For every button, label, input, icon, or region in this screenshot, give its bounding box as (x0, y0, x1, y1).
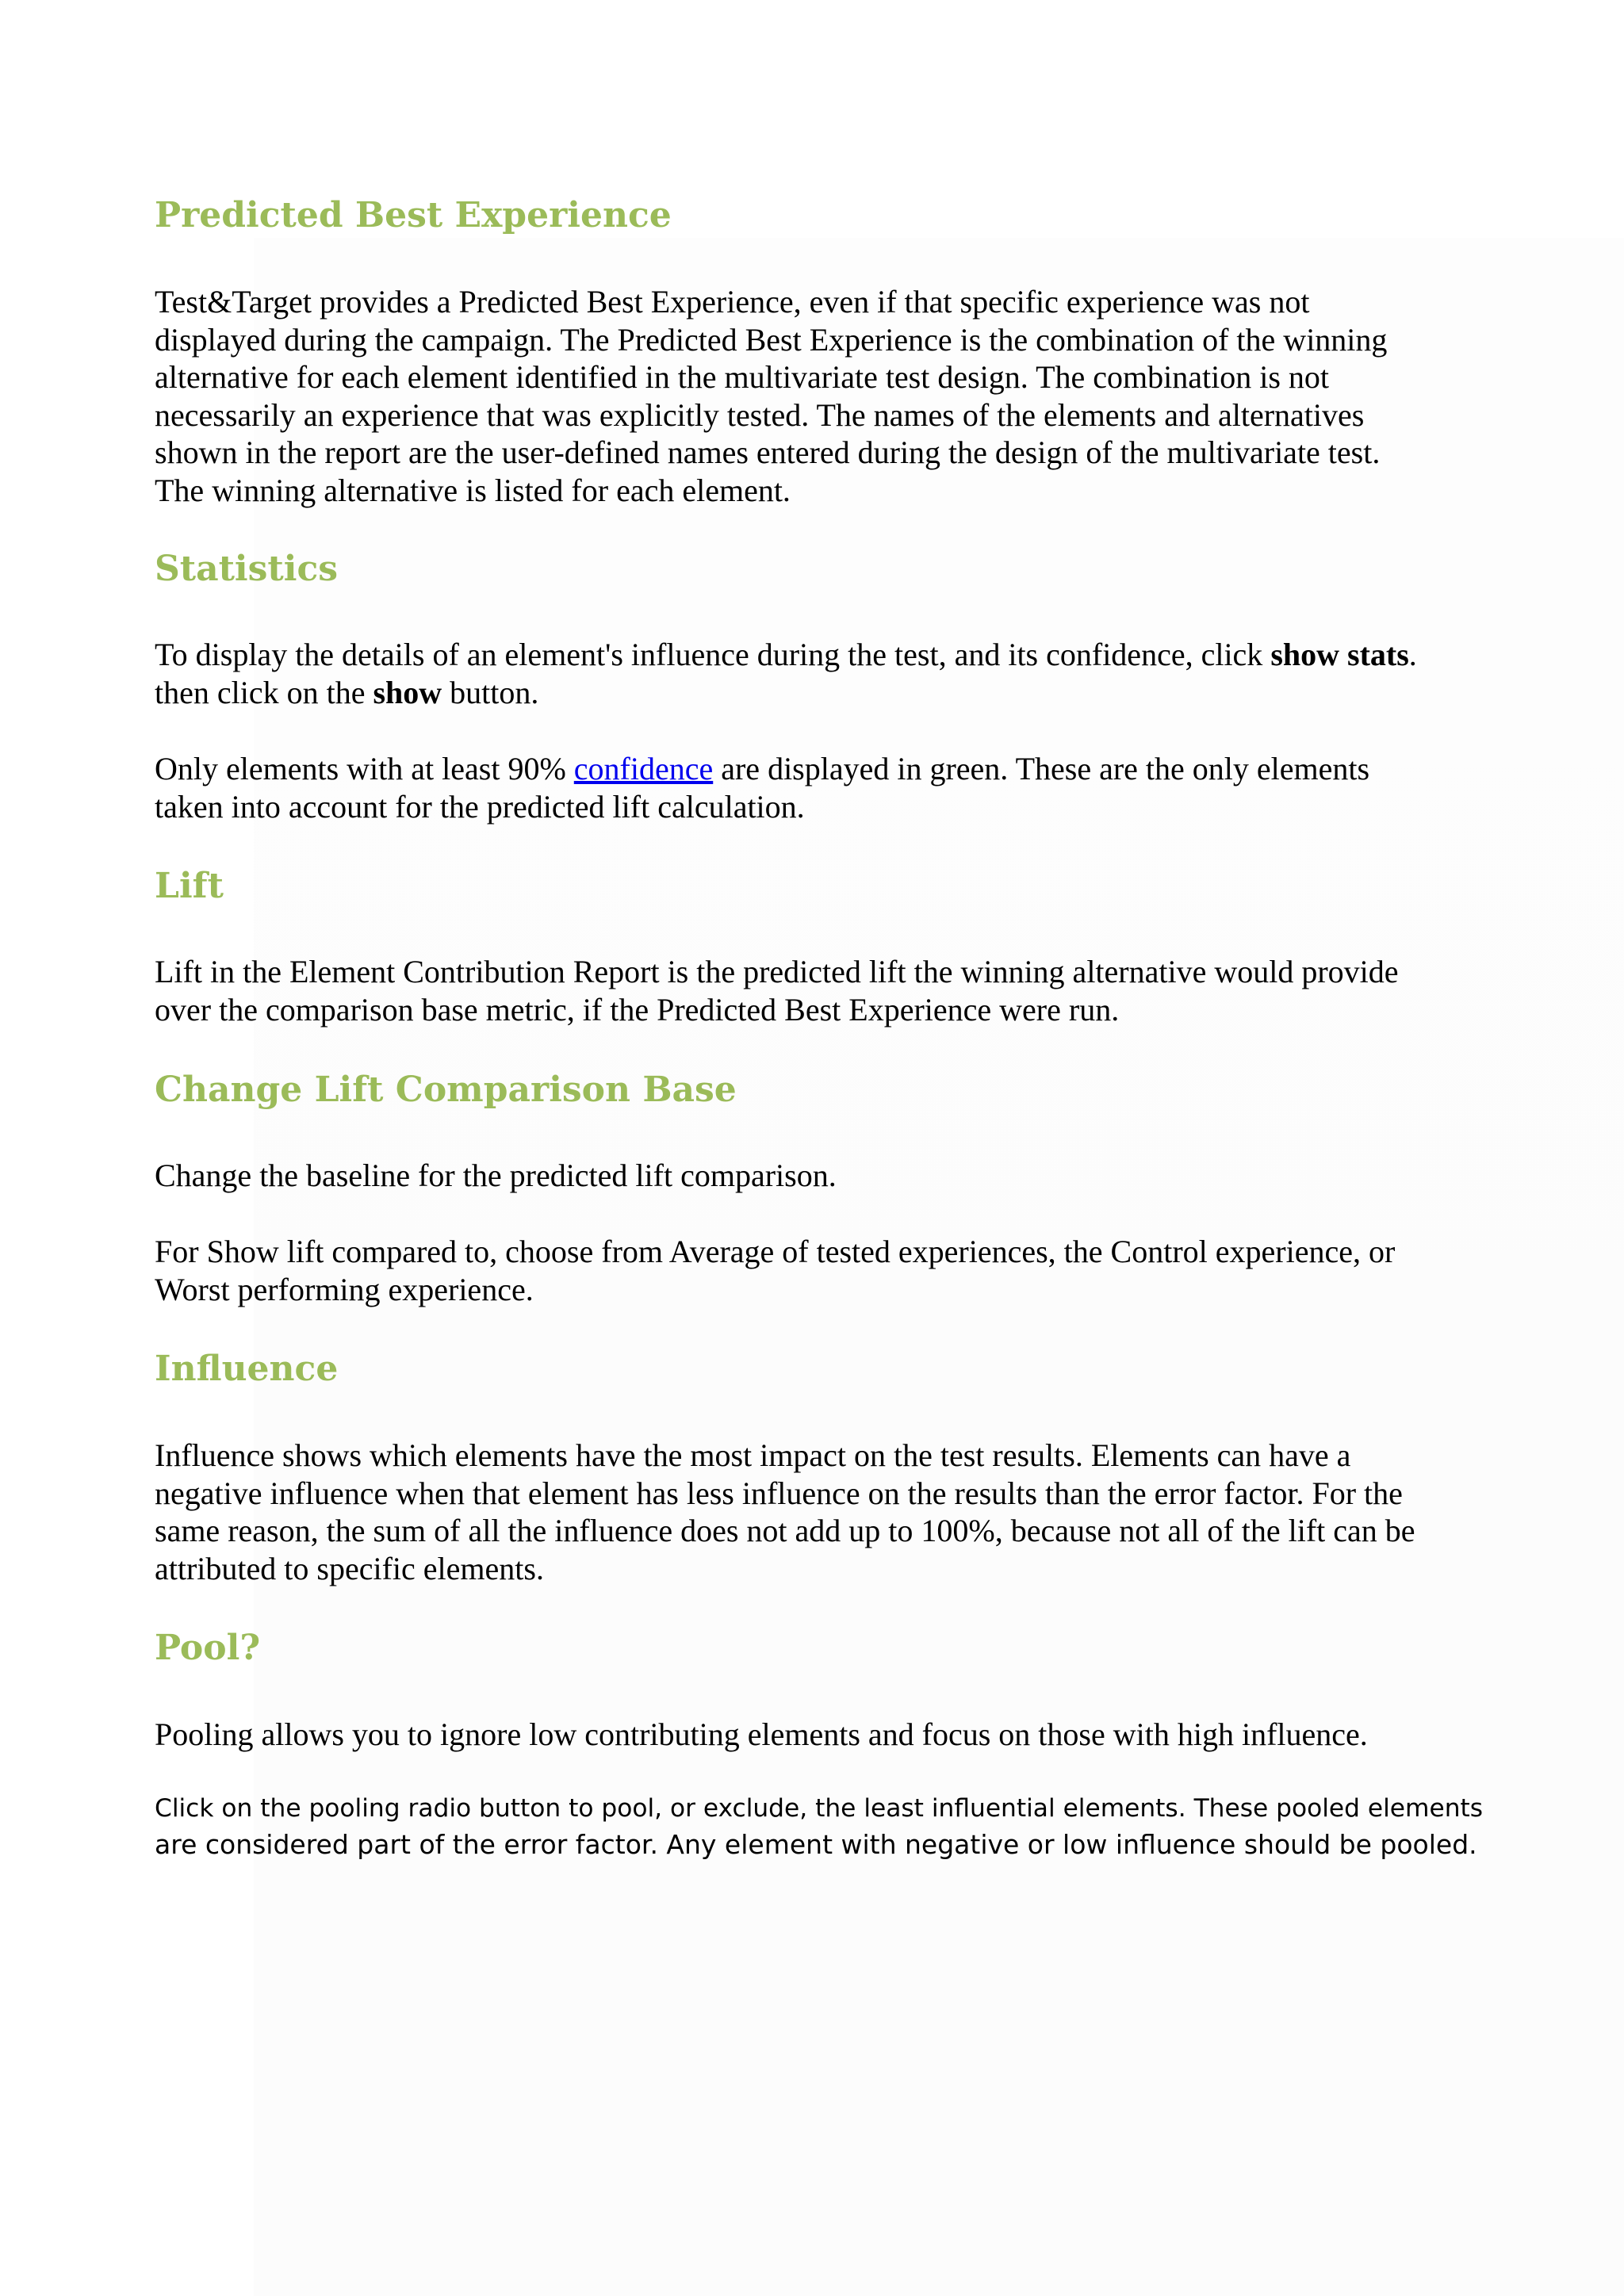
text-span: . (1408, 637, 1417, 672)
text-line (155, 674, 1487, 712)
text-line: same reason, the sum of all the influence does not add up to 100%, because not all of the lift can be (155, 1513, 1415, 1548)
paragraph-confidence (155, 750, 1487, 825)
text-span: are displayed in green. These are the only elements (713, 751, 1370, 786)
paragraph-pooling (155, 1716, 1487, 1754)
heading-change-lift-comparison-base: Change Lift Comparison Base (155, 1070, 737, 1110)
text-line: shown in the report are the user-defined names entered during the design of the multivariate test. (155, 434, 1381, 470)
paragraph-change-baseline (155, 1157, 1487, 1195)
text-line: Test&Target provides a Predicted Best Experience, even if that specific experience was not (155, 284, 1310, 320)
text-span: button. (442, 674, 539, 710)
text-line: taken into account for the predicted lift calculation. (155, 788, 805, 825)
show-button-label: show (373, 674, 442, 710)
text-line: over the comparison base metric, if the Predicted Best Experience were run. (155, 991, 1120, 1027)
text-span: Only elements with at least 90% (155, 751, 574, 786)
paragraph-lift (155, 953, 1487, 1028)
heading-pool: Pool? (155, 1628, 261, 1668)
text-line: For Show lift compared to, choose from Average of tested experiences, the Control experience, or (155, 1234, 1396, 1269)
text-line: attributed to specific elements. (155, 1550, 544, 1586)
heading-statistics: Statistics (155, 549, 339, 589)
paragraph-predicted-best-experience (155, 283, 1487, 509)
text-line: Influence shows which elements have the most impact on the test results. Elements can have a (155, 1437, 1351, 1473)
paragraph-show-lift-compared-to (155, 1233, 1487, 1308)
text-line: displayed during the campaign. The Predicted Best Experience is the combination of the winning (155, 321, 1388, 358)
text-line: necessarily an experience that was explicitly tested. The names of the elements and alternatives (155, 396, 1365, 433)
paragraph-pooling-radio (155, 1791, 1487, 1862)
text-line (155, 636, 1487, 674)
text-line: are considered part of the error factor. Any element with negative or low influence should be pooled. (155, 1829, 1477, 1860)
heading-influence: Influence (155, 1349, 339, 1389)
text-line: The winning alternative is listed for each element. (155, 472, 791, 508)
paragraph-show-stats (155, 636, 1487, 711)
text-span: then click on the (155, 674, 373, 710)
heading-predicted-best-experience: Predicted Best Experience (155, 195, 672, 235)
confidence-link[interactable]: confidence (573, 751, 714, 786)
paragraph-influence (155, 1437, 1487, 1587)
text-line: negative influence when that element has less influence on the results than the error factor. For the (155, 1475, 1403, 1511)
show-stats-label: show stats (1270, 637, 1409, 672)
text-span: To display the details of an element's influence during the test, and its confidence, click (155, 637, 1271, 672)
heading-lift: Lift (155, 866, 224, 906)
text-line: Pooling allows you to ignore low contributing elements and focus on those with high influence. (155, 1716, 1368, 1752)
text-line: alternative for each element identified in the multivariate test design. The combination is not (155, 359, 1330, 395)
text-line: Click on the pooling radio button to pool, or exclude, the least influential elements. These pooled elements (155, 1794, 1484, 1823)
text-line: Change the baseline for the predicted lift comparison. (155, 1158, 837, 1193)
text-line (155, 750, 1487, 788)
text-line: Worst performing experience. (155, 1271, 534, 1307)
text-line: Lift in the Element Contribution Report is the predicted lift the winning alternative would provide (155, 954, 1399, 989)
